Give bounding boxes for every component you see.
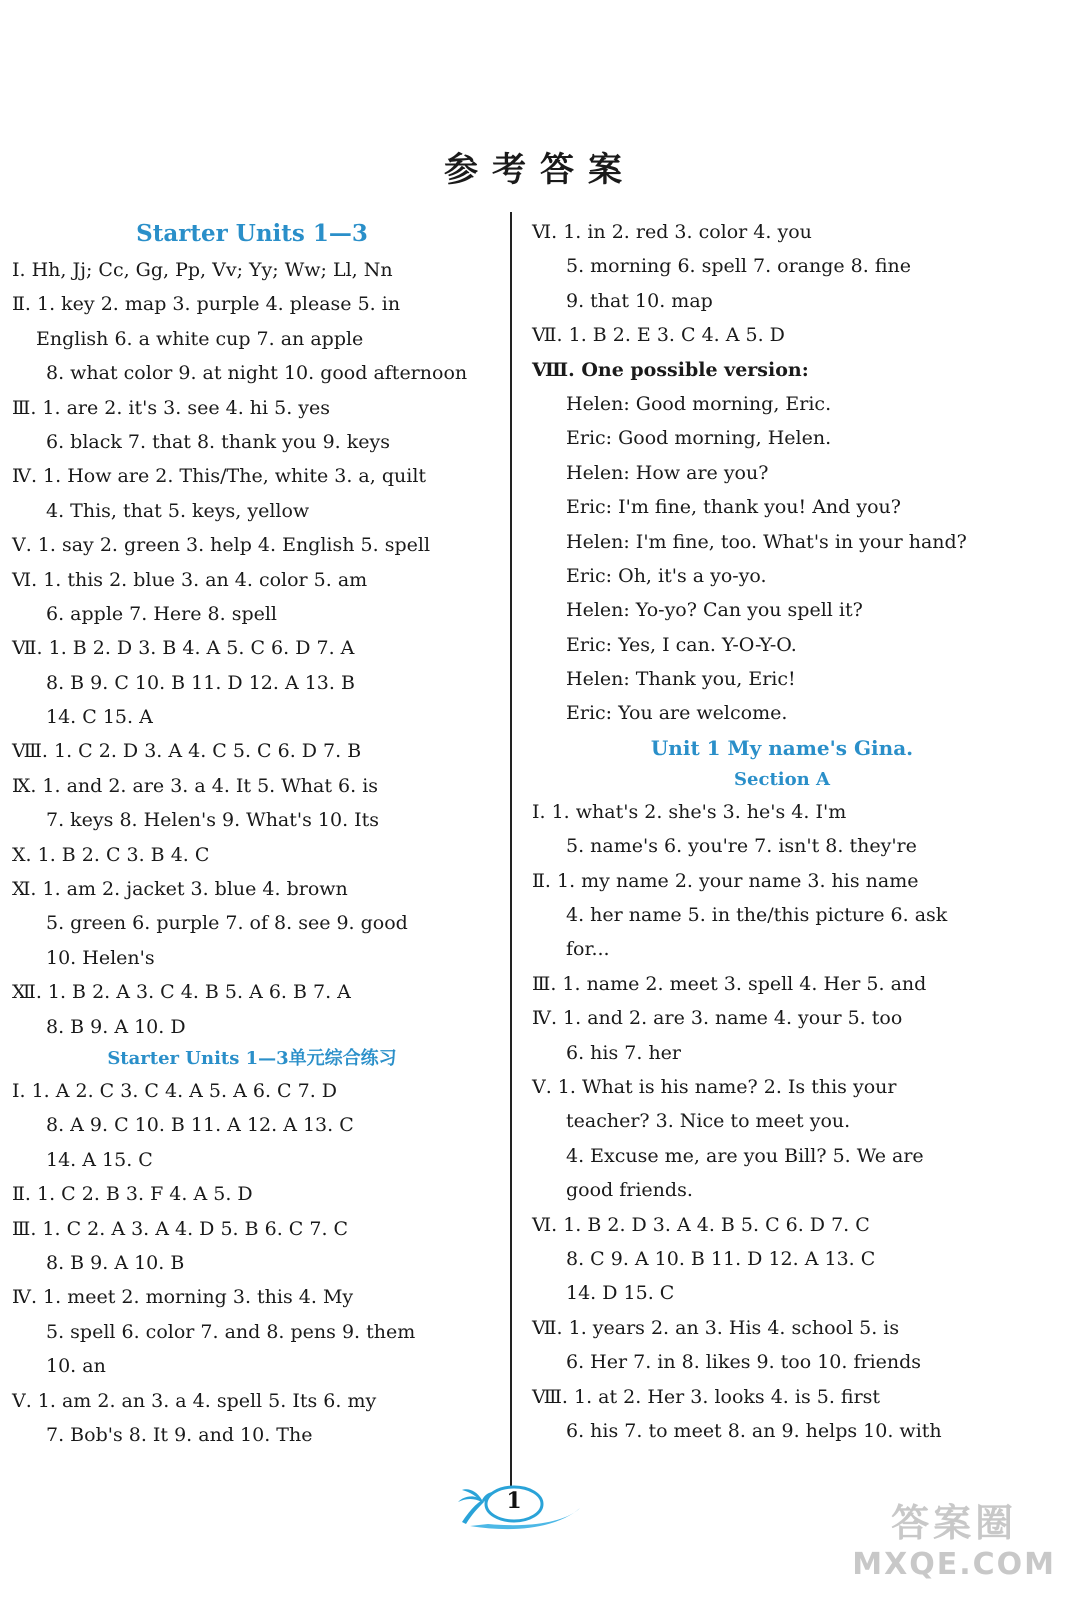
answer-line: Ⅲ. 1. C 2. A 3. A 4. D 5. B 6. C 7. C <box>12 1217 349 1240</box>
answer-line: 6. Her 7. in 8. likes 9. too 10. friends <box>566 1351 922 1374</box>
answer-line: Ⅲ. 1. are 2. it's 3. see 4. hi 5. yes <box>12 396 331 419</box>
answer-line: 6. apple 7. Here 8. spell <box>46 602 278 625</box>
answer-line: 14. A 15. C <box>46 1148 153 1171</box>
answer-line: Helen: I'm fine, too. What's in your hand? <box>566 530 967 553</box>
answer-line: teacher? 3. Nice to meet you. <box>566 1110 851 1133</box>
answer-line: Ⅶ. 1. B 2. D 3. B 4. A 5. C 6. D 7. A <box>12 637 355 660</box>
answer-line: Ⅶ. 1. B 2. E 3. C 4. A 5. D <box>532 324 785 347</box>
answer-line: Helen: Thank you, Eric! <box>566 668 796 691</box>
answer-line: Ⅺ. 1. am 2. jacket 3. blue 4. brown <box>12 878 348 901</box>
answer-line: 4. Excuse me, are you Bill? 5. We are <box>566 1144 924 1167</box>
answer-line: Ⅶ. 1. years 2. an 3. His 4. school 5. is <box>532 1316 900 1339</box>
answer-line: Eric: Yes, I can. Y-O-Y-O. <box>566 633 797 656</box>
answer-line: 6. his 7. her <box>566 1041 682 1064</box>
answer-line: Ⅳ. 1. and 2. are 3. name 4. your 5. too <box>532 1007 903 1030</box>
answer-line: 9. that 10. map <box>566 289 713 312</box>
answer-line: Ⅴ. 1. say 2. green 3. help 4. English 5. spell <box>12 534 431 557</box>
page-title: 参考答案 <box>444 150 636 190</box>
answer-line: Eric: Oh, it's a yo-yo. <box>566 564 767 587</box>
section-heading: Starter Units 1—3单元综合练习 <box>107 1047 397 1069</box>
answer-line: Ⅰ. 1. A 2. C 3. C 4. A 5. A 6. C 7. D <box>12 1079 338 1102</box>
answer-line: Helen: Yo-yo? Can you spell it? <box>566 599 863 622</box>
answer-line: Ⅸ. 1. and 2. are 3. a 4. It 5. What 6. is <box>12 774 379 797</box>
column-divider <box>510 212 512 1494</box>
answer-line: English 6. a white cup 7. an apple <box>36 327 364 350</box>
answer-line: Ⅱ. 1. my name 2. your name 3. his name <box>532 869 919 892</box>
answer-line: Ⅷ. One possible version: <box>532 358 809 381</box>
answer-line: 4. This, that 5. keys, yellow <box>46 499 310 522</box>
section-heading: Section A <box>734 768 830 790</box>
answer-line: Ⅵ. 1. B 2. D 3. A 4. B 5. C 6. D 7. C <box>532 1213 870 1236</box>
answer-line: 8. C 9. A 10. B 11. D 12. A 13. C <box>566 1247 876 1270</box>
answer-line: 8. A 9. C 10. B 11. A 12. A 13. C <box>46 1114 354 1137</box>
answer-line: Eric: You are welcome. <box>566 702 788 725</box>
answer-line: 6. his 7. to meet 8. an 9. helps 10. with <box>566 1419 942 1442</box>
answer-line: 8. B 9. C 10. B 11. D 12. A 13. B <box>46 671 355 694</box>
answer-line: Ⅷ. 1. at 2. Her 3. looks 4. is 5. first <box>532 1385 881 1408</box>
answer-line: Ⅵ. 1. this 2. blue 3. an 4. color 5. am <box>12 568 368 591</box>
answer-line: 5. morning 6. spell 7. orange 8. fine <box>566 255 911 278</box>
watermark-logo <box>852 1492 1056 1582</box>
answer-line: 7. Bob's 8. It 9. and 10. The <box>46 1423 313 1446</box>
answer-line: 14. C 15. A <box>46 706 153 729</box>
answer-line: 8. B 9. A 10. B <box>46 1251 185 1274</box>
answer-line: Ⅹ. 1. B 2. C 3. B 4. C <box>12 843 210 866</box>
answer-line: 8. what color 9. at night 10. good afternoon <box>46 362 468 385</box>
answer-line: 7. keys 8. Helen's 9. What's 10. Its <box>46 809 380 832</box>
answer-line: Eric: Good morning, Helen. <box>566 427 832 450</box>
answer-line: 14. D 15. C <box>566 1282 675 1305</box>
answer-line: Ⅴ. 1. am 2. an 3. a 4. spell 5. Its 6. my <box>12 1389 377 1412</box>
answer-line: 4. her name 5. in the/this picture 6. ask <box>566 904 948 927</box>
answer-line: Ⅱ. 1. C 2. B 3. F 4. A 5. D <box>12 1183 253 1206</box>
answer-line: Eric: I'm fine, thank you! And you? <box>566 496 901 519</box>
answer-line: 6. black 7. that 8. thank you 9. keys <box>46 430 390 453</box>
right-column <box>532 215 1032 1448</box>
answer-line: 5. name's 6. you're 7. isn't 8. they're <box>566 835 917 858</box>
answer-line: Ⅳ. 1. meet 2. morning 3. this 4. My <box>12 1286 354 1309</box>
answer-line: Ⅵ. 1. in 2. red 3. color 4. you <box>532 221 812 243</box>
answer-line: Helen: How are you? <box>566 461 769 484</box>
answer-line: 10. an <box>46 1355 106 1378</box>
answer-line: Ⅳ. 1. How are 2. This/The, white 3. a, quilt <box>12 465 427 488</box>
watermark-text: 答案圈 <box>891 1501 1018 1545</box>
answer-line: 5. spell 6. color 7. and 8. pens 9. them <box>46 1320 416 1343</box>
answer-line: Ⅰ. 1. what's 2. she's 3. he's 4. I'm <box>532 800 847 823</box>
page-number: 1 <box>506 1488 522 1514</box>
answer-line: for... <box>566 938 610 961</box>
section-heading: Unit 1 My name's Gina. <box>650 735 914 760</box>
answer-line: Ⅻ. 1. B 2. A 3. C 4. B 5. A 6. B 7. A <box>12 981 351 1004</box>
answer-line: 8. B 9. A 10. D <box>46 1015 186 1038</box>
answer-line: 10. Helen's <box>46 946 155 969</box>
answer-line: Ⅷ. 1. C 2. D 3. A 4. C 5. C 6. D 7. B <box>12 740 362 763</box>
answer-line: 5. green 6. purple 7. of 8. see 9. good <box>46 912 408 935</box>
answer-line: Helen: Good morning, Eric. <box>566 392 832 415</box>
answer-line: Ⅰ. Hh, Jj; Cc, Gg, Pp, Vv; Yy; Ww; Ll, Nn <box>12 259 393 281</box>
section-heading: Starter Units 1—3 <box>136 220 368 247</box>
watermark-url: MXQE.COM <box>852 1547 1056 1582</box>
answer-line: Ⅲ. 1. name 2. meet 3. spell 4. Her 5. and <box>532 972 927 995</box>
answer-line: Ⅴ. 1. What is his name? 2. Is this your <box>532 1075 897 1098</box>
left-column <box>12 215 492 1452</box>
answer-line: good friends. <box>566 1179 693 1202</box>
answer-line: Ⅱ. 1. key 2. map 3. purple 4. please 5. in <box>12 293 401 316</box>
